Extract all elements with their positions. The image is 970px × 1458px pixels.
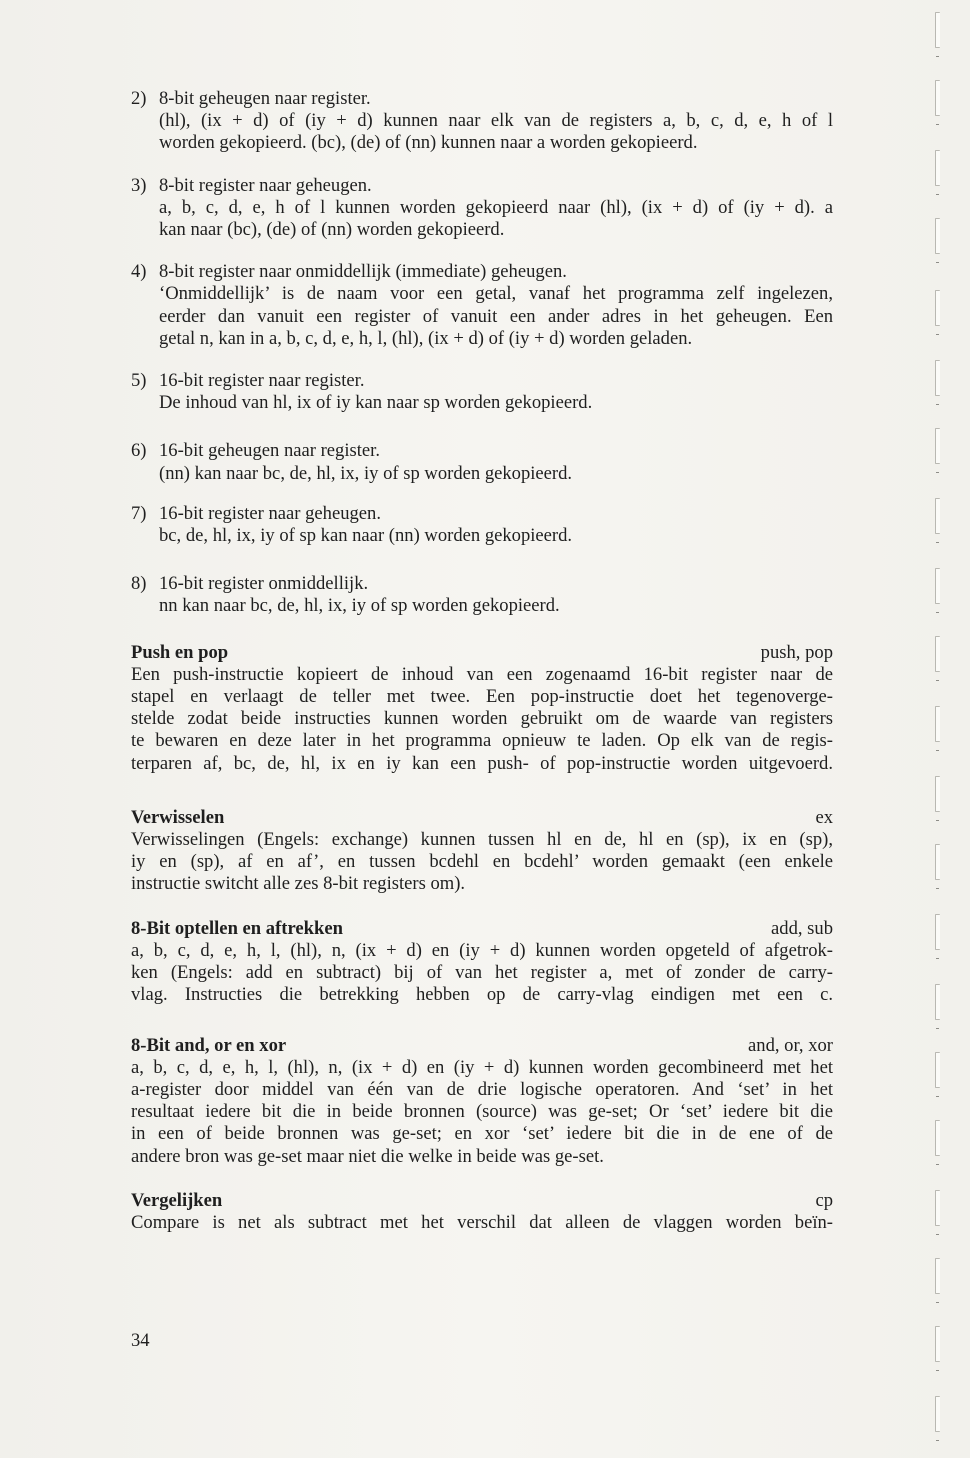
section-paragraph — [131, 664, 833, 775]
paragraph-line: te bewaren en deze later in het programma opnieuw te laden. Op elk van de regis- — [131, 730, 833, 752]
paragraph-line: terparen af, bc, de, hl, ix en iy kan een push- of pop-instructie worden uitgevoerd. — [131, 752, 833, 774]
item-text-line: kan naar (bc), (de) of (nn) worden gekopieerd. — [159, 219, 505, 241]
item-heading: 16-bit register naar register. — [159, 370, 365, 392]
list-item — [131, 88, 833, 155]
item-text-line: nn kan naar bc, de, hl, ix, iy of sp worden gekopieerd. — [159, 595, 560, 617]
item-number: 6) — [131, 440, 147, 462]
section-add-sub — [131, 918, 833, 1007]
section-header — [131, 1035, 833, 1057]
binding-hole — [935, 80, 940, 116]
section-keyword: ex — [815, 806, 833, 828]
paragraph-line: andere bron was ge-set maar niet die welke in beide was ge-set. — [131, 1145, 604, 1167]
paragraph-line: vlag. Instructies die betrekking hebben op de carry-vlag eindigen met een c. — [131, 984, 833, 1006]
section-keyword: add, sub — [771, 917, 833, 939]
section-keyword: cp — [815, 1189, 833, 1211]
binding-hole — [935, 776, 940, 812]
section-header — [131, 807, 833, 829]
paragraph-line: a, b, c, d, e, h, l, (hl), n, (ix + d) en (iy + d) kunnen worden gecombineerd met het — [131, 1056, 833, 1078]
section-paragraph — [131, 1212, 833, 1234]
item-text-line: De inhoud van hl, ix of iy kan naar sp worden gekopieerd. — [159, 392, 593, 414]
binding-hole — [935, 150, 940, 186]
paragraph-line: stelde zodat beide instructies kunnen worden gebruikt om de waarde van registers — [131, 708, 833, 730]
section-paragraph — [131, 940, 833, 1007]
paragraph-line: Een push-instructie kopieert de inhoud van een zogenaamd 16-bit register naar de — [131, 663, 833, 685]
paragraph-line: resultaat iedere bit die in beide bronnen (source) was ge-set; Or ‘set’ iedere bit die — [131, 1101, 833, 1123]
item-heading: 16-bit register naar geheugen. — [159, 502, 381, 524]
paragraph-line: iy en (sp), af en af’, en tussen bcdehl en bcdehl’ worden gemaakt (een enkele — [131, 851, 833, 873]
item-heading: 8-bit geheugen naar register. — [159, 88, 371, 109]
binding-hole — [935, 1120, 940, 1156]
item-number: 8) — [131, 573, 147, 595]
section-keyword: push, pop — [760, 641, 833, 663]
binding-hole — [935, 1326, 940, 1362]
item-heading: 8-bit register naar onmiddellijk (immediate) geheugen. — [159, 261, 567, 283]
item-number: 4) — [131, 261, 147, 283]
item-text-line: (hl), (ix + d) of (iy + d) kunnen naar elk van de registers a, b, c, d, e, h of l — [159, 110, 833, 132]
binding-hole — [935, 914, 940, 950]
page-number: 34 — [131, 1330, 150, 1351]
paragraph-line: a, b, c, d, e, h, l, (hl), n, (ix + d) en (iy + d) kunnen worden opgeteld of afgetrok- — [131, 939, 833, 961]
item-number: 2) — [131, 88, 147, 109]
section-paragraph — [131, 1057, 833, 1168]
paragraph-line: Compare is net als subtract met het verschil dat alleen de vlaggen worden beïn- — [131, 1211, 833, 1233]
section-verwisselen — [131, 807, 833, 896]
binding-hole — [935, 428, 940, 464]
item-text-line: eerder dan vanuit een register of vanuit een ander adres in het geheugen. Een — [159, 305, 833, 327]
item-heading: 8-bit register naar geheugen. — [159, 174, 372, 196]
paragraph-line: in een of beide bronnen was ge-set; en xor ‘set’ iedere bit die in de ene of de — [131, 1123, 833, 1145]
item-text-line: bc, de, hl, ix, iy of sp kan naar (nn) worden gekopieerd. — [159, 525, 573, 547]
paragraph-line: ken (Engels: add en subtract) bij of van het register a, met of zonder de carry- — [131, 962, 833, 984]
ring-binding — [920, 0, 970, 1458]
section-vergelijken — [131, 1190, 833, 1234]
binding-hole — [935, 844, 940, 880]
list-item — [131, 261, 833, 350]
section-title: Vergelijken — [131, 1189, 223, 1211]
section-header — [131, 918, 833, 940]
list-item — [131, 370, 833, 414]
section-header — [131, 1190, 833, 1212]
item-number: 7) — [131, 502, 147, 524]
item-text-line: (nn) kan naar bc, de, hl, ix, iy of sp worden gekopieerd. — [159, 462, 573, 484]
binding-hole — [935, 984, 940, 1020]
item-number: 3) — [131, 174, 147, 196]
binding-hole — [935, 636, 940, 672]
binding-hole — [935, 1396, 940, 1432]
item-text-line: a, b, c, d, e, h of l kunnen worden gekopieerd naar (hl), (ix + d) of (iy + d). a — [159, 196, 833, 218]
section-title: 8-Bit optellen en aftrekken — [131, 917, 343, 939]
section-title: Verwisselen — [131, 806, 225, 828]
list-item — [131, 440, 833, 484]
paragraph-line: a-register door middel van één van de drie logische operatoren. And ‘set’ in het — [131, 1078, 833, 1100]
binding-hole — [935, 218, 940, 254]
list-item — [131, 573, 833, 617]
binding-hole — [935, 12, 940, 48]
binding-hole — [935, 1258, 940, 1294]
binding-hole — [935, 1190, 940, 1226]
list-item — [131, 503, 833, 547]
paragraph-line: stapel en verlaagt de teller met twee. Een pop-instructie doet het tegenoverge- — [131, 686, 833, 708]
paragraph-line: Verwisselingen (Engels: exchange) kunnen tussen hl en de, hl en (sp), ix en (sp), — [131, 829, 833, 851]
item-number: 5) — [131, 370, 147, 392]
binding-hole — [935, 568, 940, 604]
section-title: Push en pop — [131, 641, 229, 663]
section-paragraph — [131, 829, 833, 896]
binding-hole — [935, 498, 940, 534]
binding-hole — [935, 1052, 940, 1088]
binding-hole — [935, 706, 940, 742]
section-header — [131, 642, 833, 664]
page-body — [131, 88, 833, 1256]
item-text-line: getal n, kan in a, b, c, d, e, h, l, (hl), (ix + d) of (iy + d) worden geladen. — [159, 327, 693, 349]
item-heading: 16-bit register onmiddellijk. — [159, 573, 369, 595]
binding-hole — [935, 290, 940, 326]
item-text-line: ‘Onmiddellijk’ is de naam voor een getal, vanaf het programma zelf ingelezen, — [159, 283, 833, 305]
section-title: 8-Bit and, or en xor — [131, 1034, 287, 1056]
section-push-pop — [131, 642, 833, 775]
section-keyword: and, or, xor — [748, 1034, 833, 1056]
item-heading: 16-bit geheugen naar register. — [159, 440, 380, 462]
binding-hole — [935, 360, 940, 396]
list-item — [131, 175, 833, 242]
item-text-line: worden gekopieerd. (bc), (de) of (nn) kunnen naar a worden gekopieerd. — [159, 132, 698, 154]
paragraph-line: instructie switcht alle zes 8-bit registers om). — [131, 873, 466, 895]
section-and-or-xor — [131, 1035, 833, 1168]
